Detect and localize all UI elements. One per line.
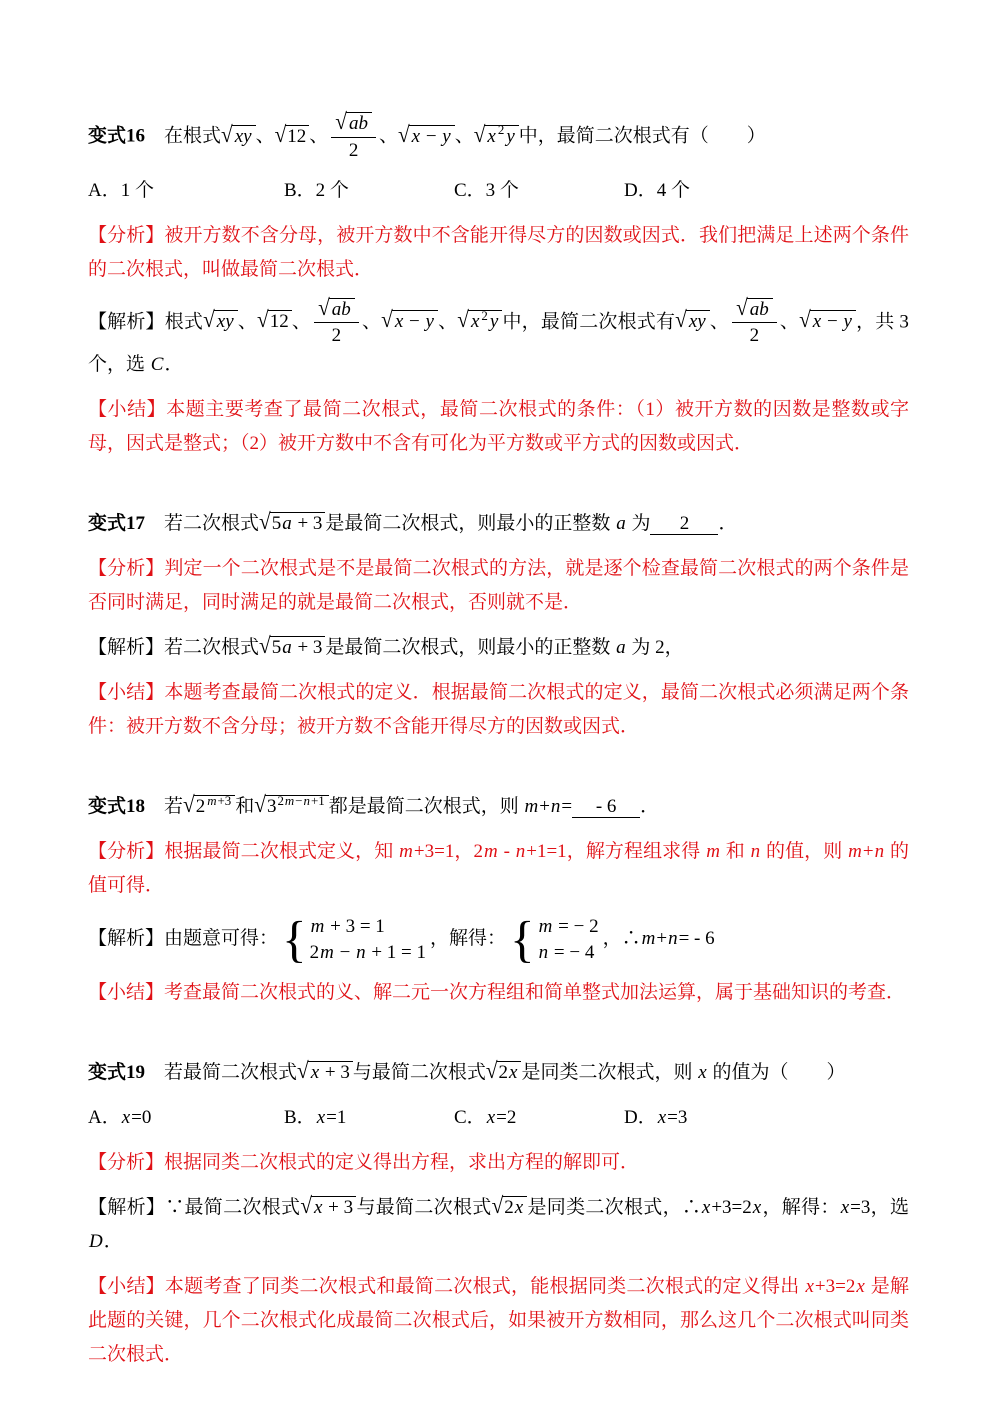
math-variable: a bbox=[282, 637, 292, 658]
radical-expression: √2x bbox=[492, 1191, 528, 1225]
math-variable: x bbox=[411, 125, 421, 147]
exercise-17-statement: 变式17 若二次根式√5a + 3 是最简二次根式，则最小的正整数 a 为 2 ． bbox=[88, 507, 909, 541]
exercise-16-option-c: C．3 个 bbox=[454, 179, 519, 201]
exponent: m+3 bbox=[207, 792, 232, 808]
exercise-16-solution: 【解析】根式√ xy 、√12 、 $\frac{√ ab}{2}$ 、√ x − y 、√ x $^2$ y 中，最简二次根式有√ xy 、 $\frac{√ ab}{2}$ 、√ x − y ，共 3 个，选 C． bbox=[88, 294, 909, 375]
exercise-17-analysis: 【分析】判定一个二次根式是不是最简二次根式的方法，就是逐个检查最简二次根式的两个条件是否同时满足，同时满足的就是最简二次根式，否则就不是． bbox=[88, 558, 909, 613]
radical-sign-icon: √ bbox=[203, 306, 215, 333]
math-variable: x bbox=[486, 1107, 496, 1129]
radical-sign-icon: √ bbox=[335, 108, 347, 135]
math-variable: x bbox=[698, 1062, 707, 1084]
math-variable: a bbox=[616, 637, 626, 658]
brace-icon: { bbox=[282, 910, 307, 968]
math-variable: x bbox=[840, 1197, 850, 1219]
radical-expression: √ x − y bbox=[398, 120, 455, 154]
math-variable: xy bbox=[216, 311, 234, 333]
math-variable: y bbox=[425, 311, 434, 333]
radical-sign-icon: √ bbox=[254, 791, 266, 818]
radical-sign-icon: √ bbox=[381, 306, 393, 333]
radical-sign-icon: √ bbox=[485, 1057, 498, 1084]
math-variable: n bbox=[550, 796, 561, 817]
math-variable: x bbox=[514, 1197, 524, 1219]
exponent: 2 bbox=[481, 307, 488, 323]
math-variable: x bbox=[394, 311, 404, 333]
math-variable: D bbox=[89, 1231, 103, 1253]
math-variable: n bbox=[515, 841, 526, 862]
exercise-18-analysis: 【分析】根据最简二次根式定义，知 m+3=1，2m - n+1=1，解方程组求得 m 和 n 的值，则 m+n 的值可得． bbox=[88, 841, 909, 896]
math-variable: m bbox=[538, 916, 553, 937]
exercise-18-summary: 【小结】考查最简二次根式的义、解二元一次方程组和简单整式加法运算，属于基础知识的考查． bbox=[88, 982, 906, 1004]
math-variable: m bbox=[848, 841, 862, 862]
exercise-label: 变式18 bbox=[88, 796, 146, 817]
math-variable: x bbox=[470, 311, 480, 333]
exercise-19-section bbox=[88, 1056, 909, 1372]
math-variable: y bbox=[843, 311, 852, 333]
math-variable: m bbox=[284, 792, 295, 808]
exercise-label: 变式16 bbox=[88, 125, 146, 147]
fraction-expression: $\frac{√ ab}{2}$ bbox=[331, 112, 376, 163]
exercise-17-section bbox=[88, 507, 909, 744]
radical-sign-icon: √ bbox=[457, 306, 469, 333]
exercise-18-statement: 变式18 若√2 $^{m+3}$ 和$√3^{2m-n+1}$ 都是最简二次根式，则 m+n= - 6 ． bbox=[88, 790, 909, 824]
math-variable: a bbox=[616, 513, 626, 534]
exponent: 2 bbox=[497, 122, 505, 138]
math-variable: n bbox=[303, 792, 310, 808]
exercise-16-analysis: 【分析】被开方数不含分母，被开方数中不含能开得尽方的因数或因式．我们把满足上述两个条件的二次根式，叫做最简二次根式． bbox=[88, 224, 909, 280]
exercise-19-statement: 变式19 若最简二次根式√ x + 3 与最简二次根式√2x 是同类二次根式，则 x 的值为（ ） bbox=[88, 1056, 909, 1090]
math-variable: x bbox=[856, 1276, 865, 1298]
math-variable: n bbox=[750, 841, 761, 862]
exercise-label: 变式19 bbox=[88, 1062, 146, 1084]
exercise-16-option-d: D．4 个 bbox=[624, 179, 690, 201]
exercise-16-section bbox=[88, 108, 909, 461]
radical-expression: √ x + 3 bbox=[297, 1056, 353, 1090]
math-variable: x bbox=[805, 1276, 814, 1298]
radical-expression: √ x − y bbox=[381, 305, 438, 339]
fraction-expression: $\frac{√ ab}{2}$ bbox=[732, 298, 777, 349]
math-variable: y bbox=[489, 311, 499, 333]
exercise-17-solution: 【解析】若二次根式√5a + 3 是最简二次根式，则最小的正整数 a 为 2， bbox=[88, 631, 909, 665]
math-variable: m bbox=[524, 796, 539, 817]
math-variable: xy bbox=[688, 311, 706, 333]
math-variable: m bbox=[320, 941, 334, 963]
radical-expression: √5a + 3 bbox=[259, 507, 325, 541]
exercise-19-option-a: A．x=0 bbox=[88, 1107, 152, 1129]
radical-sign-icon: √ bbox=[183, 791, 195, 818]
exercise-16-options bbox=[88, 174, 909, 208]
exercise-16-option-a: A．1 个 bbox=[88, 179, 154, 201]
equation-system: { m + 3 = 1 2m − n + 1 = 1 bbox=[282, 910, 427, 968]
exercise-label: 变式17 bbox=[88, 513, 146, 534]
radical-sign-icon: √ bbox=[491, 1192, 504, 1219]
math-variable: x bbox=[752, 1197, 762, 1219]
math-variable: x bbox=[657, 1107, 667, 1129]
math-variable: m bbox=[399, 841, 413, 862]
radical-expression: $√3^{2m-n+1}$ bbox=[254, 790, 328, 824]
radical-sign-icon: √ bbox=[397, 121, 410, 148]
exercise-19-option-d: D．x=3 bbox=[624, 1107, 688, 1129]
exercise-18-section bbox=[88, 790, 909, 1010]
math-variable: x bbox=[121, 1107, 131, 1129]
math-variable: m bbox=[641, 928, 656, 949]
math-variable: x bbox=[812, 311, 822, 333]
math-variable: n bbox=[538, 941, 549, 963]
radical-expression bbox=[474, 120, 519, 154]
radical-expression bbox=[221, 120, 256, 154]
radical-sign-icon: √ bbox=[259, 508, 271, 535]
radical-sign-icon: √ bbox=[318, 294, 330, 321]
radical-expression: √12 bbox=[275, 120, 310, 154]
math-variable: m bbox=[310, 916, 325, 937]
radical-expression bbox=[675, 305, 710, 339]
math-variable: x bbox=[701, 1197, 711, 1219]
exercise-19-summary: 【小结】本题考查了同类二次根式和最简二次根式，能根据同类二次根式的定义得出 x+3=2x 是解此题的关键，几个二次根式化成最简二次根式后，如果被开方数相同，那么这几个二次根式叫同类二次根式． bbox=[88, 1276, 909, 1366]
radical-expression: √ x − y bbox=[799, 305, 856, 339]
exercise-19-analysis: 【分析】根据同类二次根式的定义得出方程，求出方程的解即可． bbox=[88, 1152, 640, 1174]
radical-sign-icon: √ bbox=[300, 1192, 312, 1219]
fraction-expression: $\frac{√ ab}{2}$ bbox=[314, 298, 359, 349]
exponent: 2m−n+1 bbox=[277, 792, 325, 808]
radical-expression: √2x bbox=[486, 1056, 522, 1090]
radical-sign-icon: √ bbox=[257, 306, 269, 333]
math-variable: ab bbox=[348, 113, 368, 134]
answer-blank: - 6 bbox=[572, 797, 640, 818]
radical-expression: √5a + 3 bbox=[259, 631, 325, 665]
math-variable: m bbox=[484, 841, 498, 862]
radical-sign-icon: √ bbox=[675, 306, 687, 333]
exercise-19-option-c: C．x=2 bbox=[454, 1107, 517, 1129]
radical-sign-icon: √ bbox=[297, 1057, 309, 1084]
math-variable: xy bbox=[234, 125, 252, 147]
radical-expression: √12 bbox=[257, 305, 292, 339]
math-variable: ab bbox=[749, 298, 769, 320]
exercise-16-summary: 【小结】本题主要考查了最简二次根式，最简二次根式的条件：（1）被开方数的因数是整数或字母，因式是整式；（2）被开方数中不含有可化为平方数或平方式的因数或因式． bbox=[88, 399, 909, 454]
math-variable: x bbox=[487, 125, 496, 147]
math-variable: a bbox=[282, 513, 292, 534]
math-variable: y bbox=[442, 125, 451, 147]
radical-sign-icon: √ bbox=[274, 121, 287, 148]
math-variable: x bbox=[316, 1107, 326, 1129]
radical-sign-icon: √ bbox=[221, 121, 233, 148]
radical-expression: √2 $^{m+3}$ bbox=[183, 790, 235, 824]
exercise-16-statement: 变式16 在根式√ xy 、√12 、 $\frac{√ ab}{2}$ 、√ x − y 、√ x $^2$ y 中，最简二次根式有（ ） bbox=[88, 108, 766, 161]
radical-sign-icon: √ bbox=[736, 294, 748, 321]
equation-system: { m = − 2 n = − 4 bbox=[510, 910, 599, 968]
math-variable: x bbox=[313, 1197, 323, 1219]
radical-sign-icon: √ bbox=[473, 121, 486, 148]
brace-icon: { bbox=[510, 910, 535, 968]
exercise-19-solution: 【解析】∵最简二次根式√ x + 3 与最简二次根式√2x 是同类二次根式，∴x+3=2x，解得：x=3，选 D． bbox=[88, 1192, 909, 1253]
math-variable: m bbox=[706, 841, 720, 862]
exercise-16-option-b: B．2 个 bbox=[284, 179, 349, 201]
radical-sign-icon: √ bbox=[799, 306, 811, 333]
math-variable: m bbox=[207, 792, 217, 808]
math-variable: x bbox=[509, 1062, 518, 1084]
math-variable: x bbox=[310, 1062, 320, 1084]
radical-expression: √ x + 3 bbox=[300, 1191, 356, 1225]
math-variable: y bbox=[506, 125, 515, 147]
exercise-19-options bbox=[88, 1101, 909, 1135]
exercise-17-summary: 【小结】本题考查最简二次根式的定义．根据最简二次根式的定义，最简二次根式必须满足两个条件：被开方数不含分母；被开方数不含能开得尽方的因数或因式． bbox=[88, 682, 909, 737]
math-variable: n bbox=[874, 841, 885, 862]
radical-sign-icon: √ bbox=[259, 632, 271, 659]
math-variable: n bbox=[356, 941, 366, 963]
math-variable: C bbox=[150, 354, 164, 375]
math-variable: n bbox=[668, 928, 678, 949]
math-variable: ab bbox=[331, 298, 351, 320]
radical-expression bbox=[457, 305, 502, 339]
exercise-19-option-b: B．x=1 bbox=[284, 1107, 347, 1129]
exercise-18-solution: 【解析】由题意可得： { m + 3 = 1 2m − n + 1 = 1 ，解得： { m = − 2 n = − 4 ，∴m+n= - 6 bbox=[88, 910, 715, 968]
answer-blank: 2 bbox=[650, 514, 718, 535]
radical-expression bbox=[203, 305, 238, 339]
